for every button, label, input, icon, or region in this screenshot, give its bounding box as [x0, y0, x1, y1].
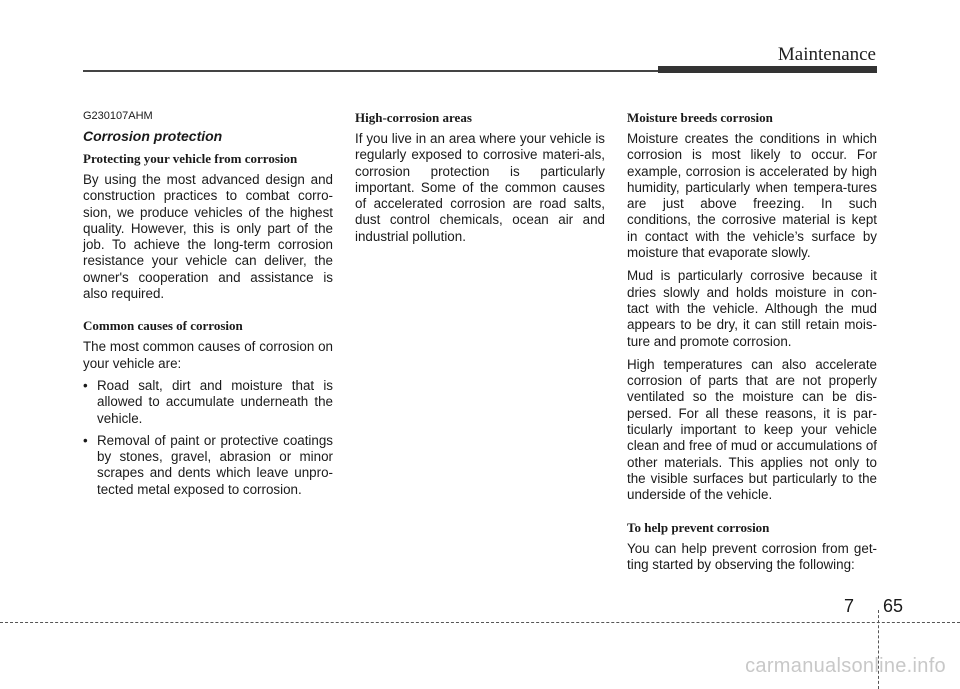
paragraph: You can help prevent corrosion from get-ting started by observing the following: — [627, 540, 877, 572]
section-code: G230107AHM — [83, 110, 153, 122]
causes-list — [83, 378, 333, 498]
paragraph: High temperatures can also accelerate corrosion of parts that are not properly ventilated so the moisture can be dis-persed. For all these reasons, it is par-ticularly important to keep your vehicle clean and free of mud or accumulations of other materials. This applies not only to the visible surfaces but particularly to the underside of the vehicle. — [627, 356, 877, 503]
paragraph: Mud is particularly corrosive because it dries slowly and holds moisture in con-tact with the vehicle. Although the mud appears to be dry, it can still retain mois-ture and promote corrosion. — [627, 268, 877, 349]
page-number: 65 — [883, 596, 904, 616]
subheading-protecting: Protecting your vehicle from corrosion — [83, 151, 298, 166]
column-3 — [627, 110, 877, 573]
footer-rule — [0, 622, 960, 623]
watermark: carmanualsonline.info — [745, 655, 946, 677]
section-heading: Corrosion protection — [83, 128, 223, 144]
header-rule-bold — [658, 66, 877, 73]
subheading-prevent: To help prevent corrosion — [627, 519, 770, 535]
column-1 — [83, 110, 333, 498]
paragraph: Moisture creates the conditions in which corrosion is most likely to occur. For example, corrosion is accelerated by high humidity, particularly when tempera-tures are just above freezing. In such conditions, the corrosive material is kept in contact with the vehicle’s surface by moisture that evaporate slowly. — [627, 131, 877, 261]
chapter-number: 7 — [844, 596, 855, 616]
paragraph: If you live in an area where your vehicle is regularly exposed to corrosive materi-als, corrosion protection is particularly important. Some of the common causes of accelerated corrosion are road salts, dust control chemicals, ocean air and industrial pollution. — [355, 131, 605, 244]
subheading-moisture: Moisture breeds corrosion — [627, 110, 773, 125]
list-item: • Road salt, dirt and moisture that is allowed to accumulate underneath the vehicle. — [83, 378, 333, 427]
paragraph: The most common causes of corrosion on your vehicle are: — [83, 339, 333, 371]
list-item: • Removal of paint or protective coatings by stones, gravel, abrasion or minor scrapes and dents which leave unpro-tected metal exposed to corrosion. — [83, 433, 333, 498]
header-rule — [83, 70, 663, 72]
subheading-high-corrosion: High-corrosion areas — [355, 110, 472, 125]
paragraph: By using the most advanced design and construction practices to combat corro-sion, we produce vehicles of the highest quality. However, this is only part of the job. To achieve the long-term corrosion resistance your vehicle can deliver, the owner's cooperation and assistance is also required. — [83, 172, 333, 302]
column-2 — [355, 110, 605, 245]
subheading-common-causes: Common causes of corrosion — [83, 318, 243, 334]
section-title: Maintenance — [777, 44, 876, 65]
